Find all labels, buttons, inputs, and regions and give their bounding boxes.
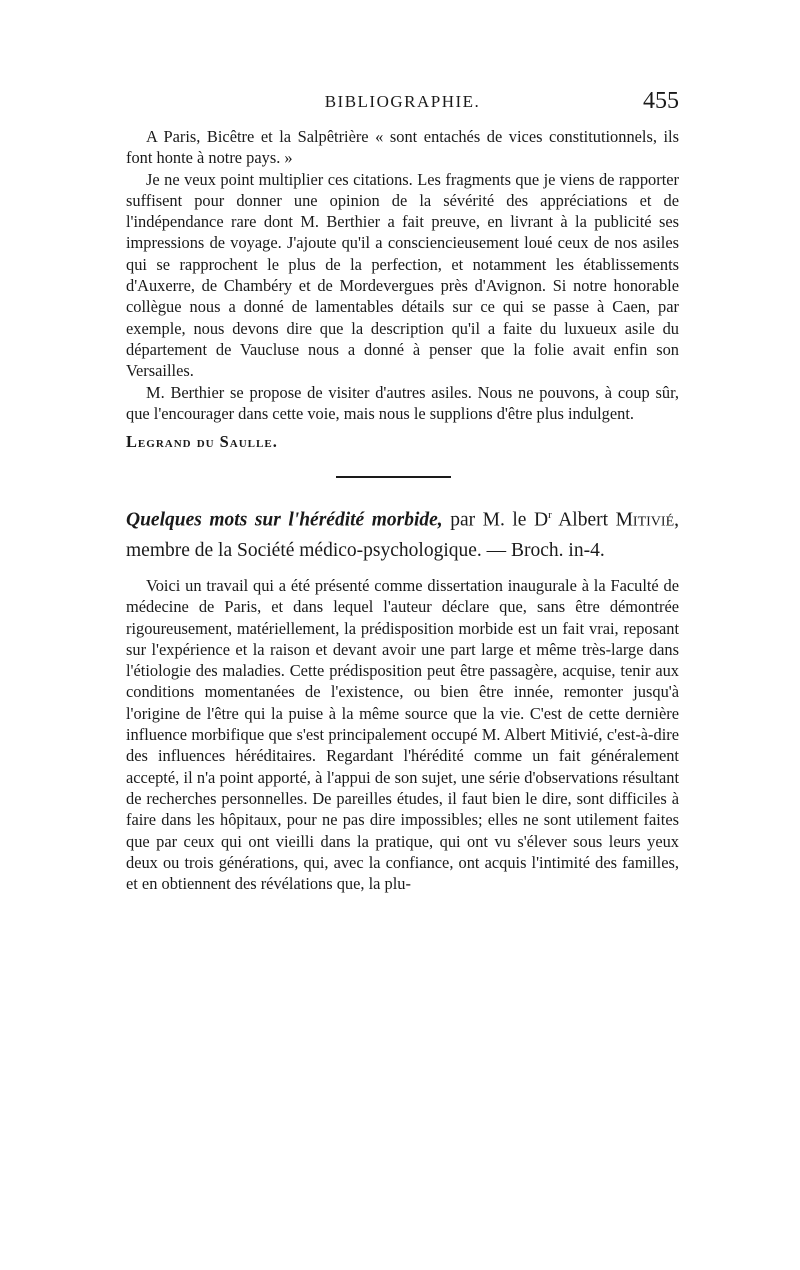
- page-number: 455: [643, 88, 679, 114]
- heading-by: par M. le D: [442, 509, 549, 531]
- section-separator: [126, 452, 679, 500]
- running-title: BIBLIOGRAPHIE.: [324, 92, 481, 111]
- body-text: [126, 126, 679, 894]
- review-heading: [126, 500, 679, 566]
- heading-author-first: Albert: [551, 509, 609, 531]
- heading-author-last: Mitivié: [615, 509, 675, 531]
- heading-sup: r: [548, 509, 552, 522]
- separator-rule: [336, 476, 451, 478]
- paragraph-review-body: Voici un travail qui a été présenté comme dissertation inaugurale à la Faculté de médecine de Paris, et dans lequel l'auteur déclare que, sans être démontrée rigoureusement, matériellement, la prédisposition morbide est un fait vrai, reposant sur l'expérience et la raison et devant avoir une part large et même très-large dans l'étiologie des maladies. Cette prédisposition peut être passagère, acquise, tenir aux conditions momentanées de l'existence, ou bien être innée, remonter jusqu'à l'origine de l'être qui la puise à la même source que la vie. C'est de cette dernière influence morbifique que s'est principalement occupé M. Albert Mitivié, c'est-à-dire des influences héréditaires. Regardant l'hérédité comme un fait généralement accepté, il n'a point apporté, à l'appui de son sujet, une série d'observations résultant de recherches personnelles. De pareilles études, il faut bien le dire, sont difficiles à faire dans les hôpitaux, pour ne pas dire impossibles; elles ne sont utilement faites que par ceux qui ont vieilli dans la pratique, qui ont vu s'élever sous leurs yeux deux ou trois générations, qui, avec la confiance, ont acquis l'intimité des familles, et en obtiennent des révélations que, la plu-: [126, 575, 679, 894]
- review-signature: Legrand du Saulle.: [126, 432, 278, 452]
- heading-title: Quelques mots sur l'hérédité morbide,: [126, 509, 443, 531]
- running-head: [126, 88, 679, 118]
- paragraph-citations: Je ne veux point multiplier ces citations. Les fragments que je viens de rapporter suffisent pour donner une opinion de la sévérité des appréciations et de l'indépendance rare dont M. Berthier a fait preuve, en livrant à la publicité ses impressions de voyage. J'ajoute qu'il a consciencieusement loué ceux de nos asiles qui se rapprochent le plus de la perfection, et notamment les établissements d'Auxerre, de Chambéry et de Mordevergues près d'Avignon. Si notre honorable collègue nous a donné de lamentables détails sur ce qui se passe à Caen, par exemple, nous devons dire que la description qu'il a faite du luxueux asile du département de Vaucluse nous a donné à penser que la folie avait enfin son Versailles.: [126, 169, 679, 381]
- paragraph-conclusion: M. Berthier se propose de visiter d'autres asiles. Nous ne pouvons, à coup sûr, que l'encourager dans cette voie, mais nous le supplions d'être plus indulgent.: [126, 382, 679, 423]
- paragraph-quote-end: A Paris, Bicêtre et la Salpêtrière « sont entachés de vices constitutionnels, ils font honte à notre pays. »: [126, 127, 679, 168]
- heading-rest: , membre de la Société médico-psychologique. — Broch. in-4.: [126, 509, 679, 561]
